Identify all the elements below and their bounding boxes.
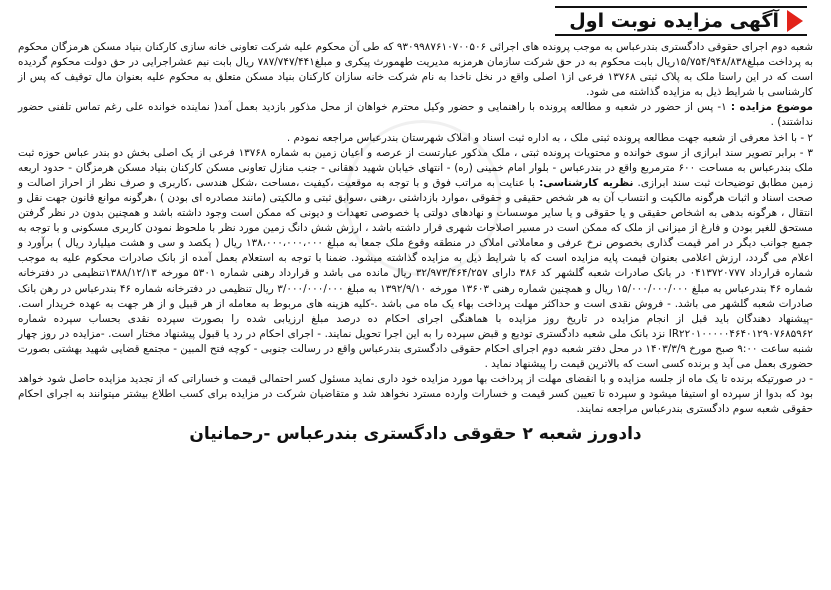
- notice-header: [18, 6, 807, 36]
- red-arrow-icon: [787, 10, 803, 32]
- signature: دادورز شعبه ۲ حقوقی دادگستری بندرعباس -رحمانیان: [189, 424, 642, 445]
- subject-item-1: ۱- پس از حضور در شعبه و مطالعه پرونده با راهنمایی و حضور وکیل محترم خواهان از محل مذکور بازدید بعمل آمد( نماینده خوانده علی رغم تماس تلفنی حضور نداشتند) .: [18, 101, 813, 129]
- intro-paragraph: شعبه دوم اجرای حقوقی دادگستری بندرعباس به موجب پرونده های اجرائی ۹۳۰۹۹۸۷۶۱۰۷۰۰۵۰۶ که طی آن محکوم علیه شرکت تعاونی خانه سازی کارکنان بنیاد مسکن هرمزگان محکوم به پرداخت مبلغ۱۵/۷۵۴/۹۴۸/۸۳۸ریال بابت محکوم به در حق شرکت سازمان هرمزبه مدیریت طهمورث پیکری و مبلغ۷۸۷/۷۴۷/۴۴۱ ریال بابت نیم عشراجرایی در حق دولت محکوم گردیده است که در این راستا ملک به پلاک ثبتی ۱۳۷۶۸ فرعی از۱ اصلی واقع در نخل ناخدا به نام شرکت خانه سازان کارکنان بنیاد مسکن متعلق به محکوم علیه بعنوان مال توقیف که پس از کارشناسی با شرایط ذیل به مزایده گذاشته می شود.: [18, 41, 814, 99]
- title-bar: [555, 6, 807, 36]
- notice-title: آگهی مزایده نوبت اول: [569, 10, 779, 32]
- item-2: ۲ - با اخذ معرفی از شعبه جهت مطالعه پرونده ثبتی ملک ، به اداره ثبت اسناد و املاک شهرستان بندرعباس مراجعه نمودم .: [286, 131, 813, 144]
- notice-body: [18, 40, 813, 417]
- item-3-part-2: با عنایت به مراتب فوق و با توجه به موقعیت ،کیفیت ،مساحت ،شکل هندسی ،کاربری و صرف نظر از احراز اصالت و صحت اسناد و اثبات هرگونه مالکیت و انتساب آن به هر شخص حقیقی و حقوقی ،موارد بازداشتی ،رهنی ،سوابق ثبتی و مالکیتی (مانند مصادره ای بودن ) ،هرگونه موانع قانون جهت نقل و انتقال ، هرگونه بدهی به اشخاص حقیقی و یا حقوقی و یا سایر موسسات و نهادهای دولتی یا خصوصی تعهدات و دیونی که ممکن است وجود داشته باشد و همچنین بدون در نظر گرفتن مستحق للغیر بودن و فارغ از میزانی از ملک که ممکن است در مسیر اصلاحات شهری قرار داشته باشد ، ارزش شش دانگ زمین مورد نظر با ملحوظ نمودن کاربری مسکونی و با توجه به جمیع جوانب دیگر در امر قیمت گذاری بخصوص نرخ عرفی و معاملاتی املاک در منطقه وقوع ملک جمعا به مبلغ ۱۳۸،۰۰۰،۰۰۰،۰۰۰ ریال ( یکصد و سی و هشت میلیارد ریال ) برآورد و اعلام می گردد، ارزش اعلامی بعنوان قیمت پایه مزایده است که با شرایط ذیل به مزایده گذاشته میشود. ضمنا با توجه به استعلام بعمل آمده از بانک صادرات محکوم علیه به موجب شماره قرارداد ۰۴۱۳۷۲۰۷۷۷ در بانک صادرات شعبه گلشهر کد ۳۸۶ دارای ۳۲/۹۷۳/۴۶۴/۲۵۷ ریال مانده می باشد و قرارداد رهنی شماره ۵۳۰۱ مورخه ۱۳۸۸/۱۲/۱۳تنظیمی در دفترخانه شماره ۴۶ بندرعباس به مبلغ ۱۵/۰۰۰/۰۰۰/۰۰۰ ریال و همچنین شماره رهنی ۱۳۶۰۳ مورخه ۱۳۹۲/۹/۱۰ به مبلغ ۳/۰۰۰/۰۰۰/۰۰۰ ریال تنظیمی در دفترخانه شماره ۴۶ بندرعباس در رهن بانک صادرات شعبه گلشهر می باشد. - فروش نقدی است و حداکثر مهلت پرداخت بهاء یک ماه می باشد .-کلیه هزینه های مربوط به معامله از هر قبیل و از هر جهت به عهده خریدار است. -پیشنهاد دهندگان باید قبل از انجام مزایده در تاریخ روز مزایده با هماهنگی اجرای احکام ده درصد مبلغ ارزیابی شده را بصورت سپرده نقدی بحساب سپرده شماره IR۲۲۰۱۰۰۰۰۰۴۶۴۰۱۲۹۰۷۶۸۵۹۶۲ نزد بانک ملی شعبه دادگستری تودیع و قبض سپرده را به این اجرا تحویل نمایند. - اجرای احکام در رد یا قبول پیشنهاد مختار است. -مزایده در روز چهار شنبه ساعت ۹:۰۰ صبح مورخ ۱۴۰۳/۳/۹ در محل دفتر شعبه دوم اجرای احکام حقوقی دادگستری بندرعباس واقع در رسالت جنوبی - کوچه فتح المبین - مجتمع قضایی شهید بهشتی بصورت حضوری بعمل می آید و برنده کسی است که بالاترین قیمت را پیشنهاد نماید .: [18, 176, 814, 370]
- opinion-label: نظریه کارشناسی:: [539, 176, 634, 189]
- final-paragraph: - در صورتیکه برنده تا یک ماه از جلسه مزایده و با انقضای مهلت از پرداخت بها مورد مزایده خود داری نماید مسئول کسر احتمالی قیمت و خساراتی که از تجدید مزایده حاصل شود خواهد بود که بدوا از سپرده او استیفا میشود و سپرده تا تعیین کسر قیمت و خسارات وارده مسترد نخواهد شد و متقاضیان شرکت در مزایده برای کسب اطلاع بیشتر میتوانند به اجرای احکام حقوقی شعبه سوم دادگستری بندرعباس مراجعه نمایند.: [18, 373, 813, 416]
- item-3-part-1: ۳ - برابر تصویر سند ابرازی از سوی خوانده و محتویات پرونده ثبتی ، ملک مذکور عبارتست از عرصه و اعیان زمین به شماره ۱۳۷۶۸ فرعی از یک اصلی بخش دو بندر عباس حوزه ثبت ملک بندرعباس به مساحت ۶۰۰ مترمربع واقع در بندرعباس - بلوار امام خمینی (ره) - انتهای خیابان شهید دهقانی - جنب منازل تعاونی مسکن کارکنان بنیاد مسکن هرمزگان - حدود اربعه زمین مطابق توضیحات ثبت سند ابرازی.: [18, 146, 813, 189]
- subject-label: موضوع مزایده :: [730, 101, 813, 114]
- subject-paragraph: [18, 100, 813, 130]
- item-3: [18, 146, 813, 372]
